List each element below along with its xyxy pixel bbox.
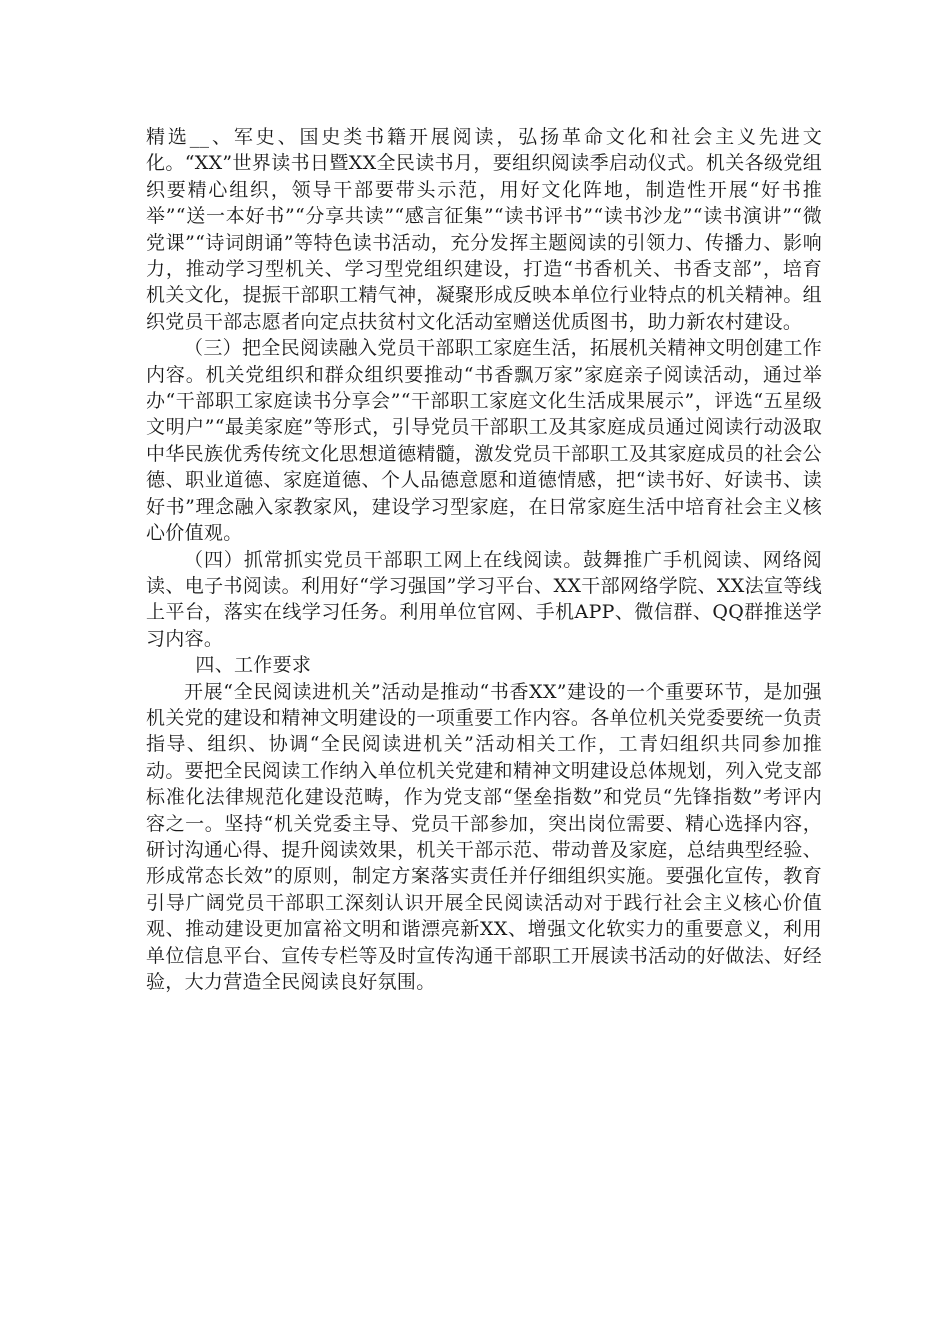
paragraph-work-requirements: 开展“全民阅读进机关”活动是推动“书香XX”建设的一个重要环节，是加强机关党的建设和精神文明建设的一项重要工作内容。各单位机关党委要统一负责指导、组织、协调“全民阅读进机关”活动相关工作，工青妇组织共同参加推动。要把全民阅读工作纳入单位机关党建和精神文明建设总体规划，列入党支部标准化法律规范化建设范畴，作为党支部“堡垒指数”和党员“先锋指数”考评内容之一。坚持“机关党委主导、党员干部参加，突出岗位需要、精心选择内容，研讨沟通心得、提升阅读效果，机关干部示范、带动普及家庭，总结典型经验、形成常态长效”的原则，制定方案落实责任并仔细组织实施。要强化宣传，教育引导广阔党员干部职工深刻认识开展全民阅读活动对于践行社会主义核心价值观、推动建设更加富裕文明和谐漂亮新XX、增强文化软实力的重要意义，利用单位信息平台、宣传专栏等及时宣传沟通干部职工开展读书活动的好做法、好经验，大力营造全民阅读良好氛围。 [146,680,822,993]
section-heading-work-requirements: 四、工作要求 [195,654,312,677]
document-body [146,124,822,995]
paragraph-online-reading: （四）抓常抓实党员干部职工网上在线阅读。鼓舞推广手机阅读、网络阅读、电子书阅读。利用好“学习强国”学习平台、XX干部网络学院、XX法宣等线上平台，落实在线学习任务。利用单位官网、手机APP、微信群、QQ群推送学习内容。 [146,548,822,650]
paragraph-family-reading: （三）把全民阅读融入党员干部职工家庭生活，拓展机关精神文明创建工作内容。机关党组织和群众组织要推动“书香飘万家”家庭亲子阅读活动，通过举办“干部职工家庭读书分享会”“干部职工家庭文化生活成果展示”，评选“五星级文明户”“最美家庭”等形式，引导党员干部职工及其家庭成员通过阅读行动汲取中华民族优秀传统文化思想道德精髓，激发党员干部职工及其家庭成员的社会公德、职业道德、家庭道德、个人品德意愿和道德情感，把“读书好、好读书、读好书”理念融入家教家风，建设学习型家庭，在日常家庭生活中培育社会主义核心价值观。 [146,337,822,545]
paragraph-reading-activities: 精选__、军史、国史类书籍开展阅读，弘扬革命文化和社会主义先进文化。“XX”世界读书日暨XX全民读书月，要组织阅读季启动仪式。机关各级党组织要精心组织，领导干部要带头示范，用好文化阵地，制造性开展“好书推举”“送一本好书”“分享共读”“感言征集”“读书评书”“读书沙龙”“读书演讲”“微党课”“诗词朗诵”等特色读书活动，充分发挥主题阅读的引领力、传播力、影响力，推动学习型机关、学习型党组织建设，打造“书香机关、书香支部”，培育机关文化，提振干部职工精气神，凝聚形成反映本单位行业特点的机关精神。组织党员干部志愿者向定点扶贫村文化活动室赠送优质图书，助力新农村建设。 [146,126,822,333]
